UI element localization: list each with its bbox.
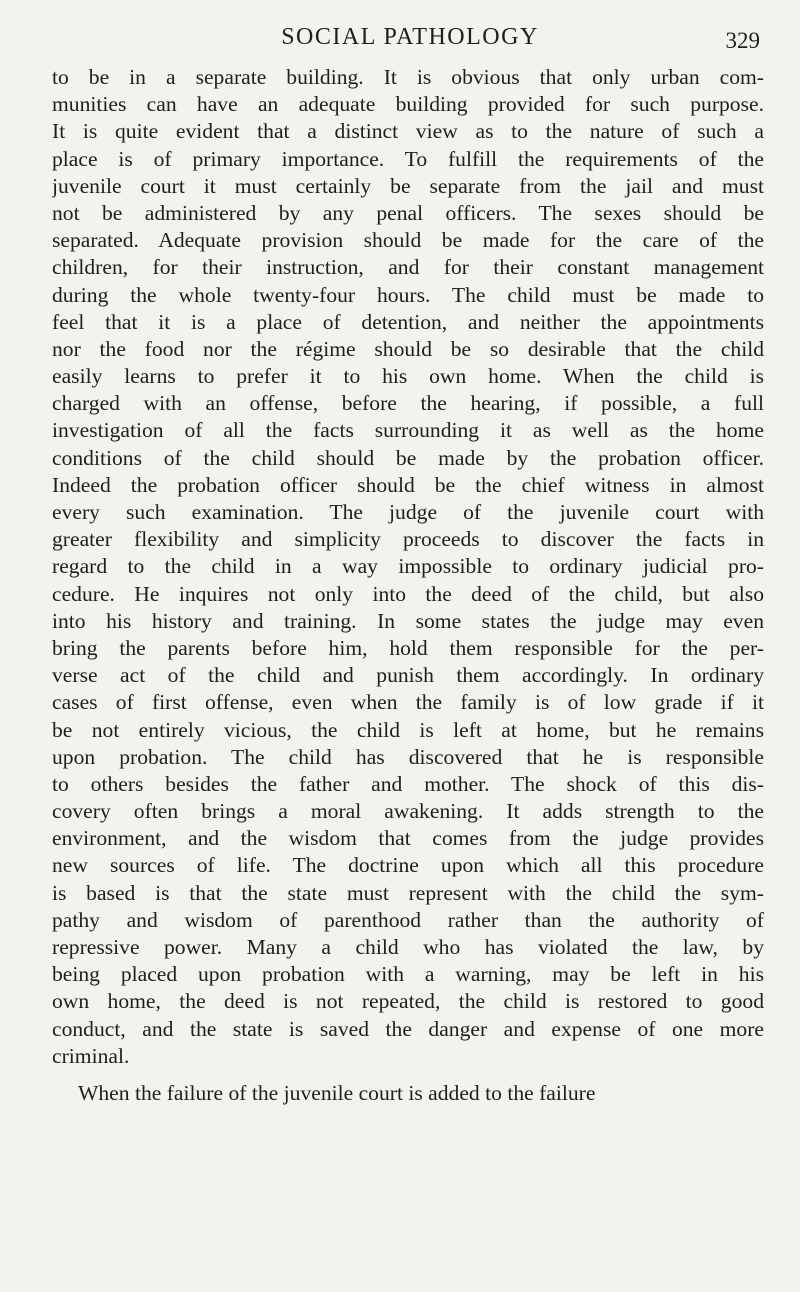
running-head-title: SOCIAL PATHOLOGY [281, 24, 539, 50]
text-line: regard to the child in a way impossible to ordinary judicial pro- [52, 554, 764, 579]
text-line: repressive power. Many a child who has violated the law, by [52, 935, 764, 959]
paragraph-gap [52, 1070, 764, 1080]
text-line: new sources of life. The doctrine upon which all this procedure [52, 853, 764, 878]
text-line: every such examination. The judge of the juvenile court with [52, 500, 764, 524]
text-line: When the failure of the juvenile court is added to the failure [78, 1080, 596, 1105]
text-line: into his history and training. In some states the judge may even [52, 608, 764, 633]
text-line: being placed upon probation with a warning, may be left in his [52, 962, 764, 987]
text-line: not be administered by any penal officers. The sexes should be [52, 200, 764, 225]
text-line: own home, the deed is not repeated, the child is restored to good [52, 989, 764, 1014]
text-line: environment, and the wisdom that comes from the judge provides [52, 826, 764, 851]
text-line: conditions of the child should be made by the probation officer. [52, 445, 764, 470]
text-line: pathy and wisdom of parenthood rather than the authority of [52, 907, 764, 932]
text-line: separated. Adequate provision should be made for the care of the [52, 228, 764, 253]
text-line: charged with an offense, before the hearing, if possible, a full [52, 391, 764, 416]
text-line: nor the food nor the régime should be so desirable that the child [52, 336, 764, 361]
text-line: cedure. He inquires not only into the deed of the child, but also [52, 581, 764, 606]
body-text [52, 64, 764, 1107]
text-line: to others besides the father and mother. The shock of this dis- [52, 771, 764, 796]
text-line: upon probation. The child has discovered that he is responsible [52, 744, 764, 769]
text-line: is based is that the state must represent with the child the sym- [52, 880, 764, 905]
text-line: to be in a separate building. It is obvious that only urban com- [52, 65, 764, 89]
text-line: feel that it is a place of detention, and neither the appointments [52, 309, 764, 334]
text-line: It is quite evident that a distinct view as to the nature of such a [52, 119, 764, 144]
text-line: Indeed the probation officer should be the chief witness in almost [52, 472, 764, 497]
text-line: be not entirely vicious, the child is left at home, but he remains [52, 717, 764, 742]
running-head [60, 20, 760, 56]
text-line: children, for their instruction, and for their constant management [52, 255, 764, 280]
text-line: greater flexibility and simplicity proceeds to discover the facts in [52, 527, 764, 552]
text-line: during the whole twenty-four hours. The child must be made to [52, 282, 764, 307]
text-line: easily learns to prefer it to his own home. When the child is [52, 364, 764, 389]
text-line: investigation of all the facts surrounding it as well as the home [52, 418, 764, 443]
text-line: bring the parents before him, hold them responsible for the per- [52, 635, 764, 660]
text-line: conduct, and the state is saved the danger and expense of one more [52, 1016, 764, 1041]
text-line: cases of first offense, even when the family is of low grade if it [52, 690, 764, 715]
text-line: munities can have an adequate building provided for such purpose. [52, 92, 764, 117]
page-number: 329 [725, 28, 760, 53]
text-line: criminal. [52, 1043, 130, 1068]
paragraph-1 [52, 64, 764, 1070]
text-line: verse act of the child and punish them accordingly. In ordinary [52, 663, 764, 688]
paragraph-2 [52, 1080, 764, 1107]
text-line: juvenile court it must certainly be separate from the jail and must [52, 173, 764, 198]
text-line: place is of primary importance. To fulfill the requirements of the [52, 146, 764, 171]
text-line: covery often brings a moral awakening. It adds strength to the [52, 799, 764, 824]
